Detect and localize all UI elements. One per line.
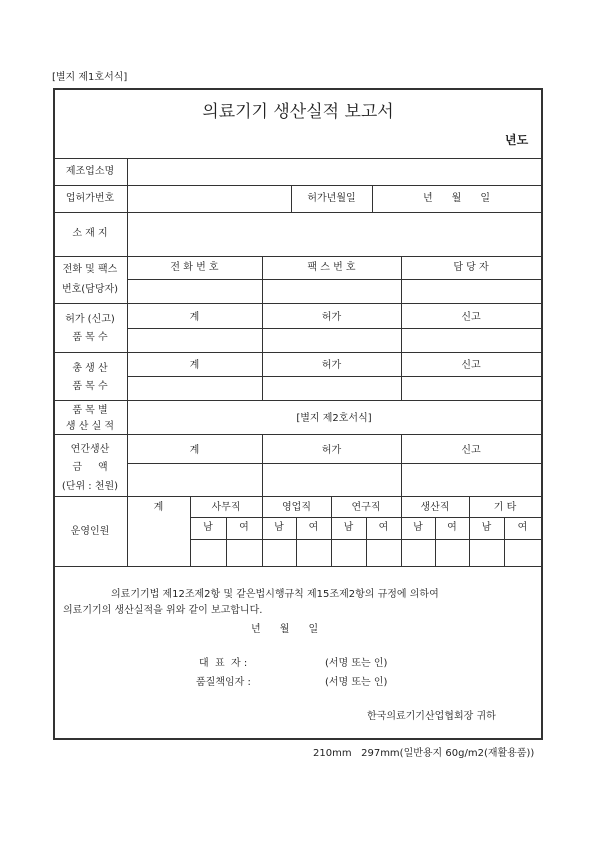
staff-label: 운영인원 bbox=[70, 526, 110, 537]
representative-signature[interactable]: (서명 또는 인) bbox=[325, 658, 388, 669]
quality-manager-signature[interactable]: (서명 또는 인) bbox=[325, 677, 388, 688]
declaration-date[interactable]: 년 월 일 bbox=[251, 624, 319, 635]
gender-male: 남 bbox=[413, 522, 423, 533]
license-no-field[interactable] bbox=[129, 187, 289, 211]
staff-total-header: 계 bbox=[153, 502, 164, 513]
address-field[interactable] bbox=[129, 214, 540, 254]
staff-other-header: 기 타 bbox=[493, 502, 517, 513]
gender-female: 여 bbox=[378, 522, 389, 533]
amount-label-3: (단위 : 천원) bbox=[61, 481, 119, 492]
permit-approved-header: 허가 bbox=[321, 312, 342, 323]
addressee: 한국의료기기산업협회장 귀하 bbox=[367, 711, 496, 722]
contact-label-2: 번호(담당자) bbox=[61, 284, 119, 295]
amount-approved-header: 허가 bbox=[321, 445, 342, 456]
staff-sales-header: 영업직 bbox=[282, 502, 311, 513]
representative-label: 대 표 자 : bbox=[199, 658, 248, 669]
gender-female: 여 bbox=[517, 522, 528, 533]
amount-reported-header: 신고 bbox=[461, 445, 481, 456]
license-no-label: 업허가번호 bbox=[65, 193, 115, 204]
gender-female: 여 bbox=[308, 522, 319, 533]
staff-office-header: 사무직 bbox=[211, 502, 241, 513]
declaration-line-1: 의료기기법 제12조제2항 및 같은법시행규칙 제15조제2항의 규정에 의하여 bbox=[111, 589, 439, 600]
item-label-2: 생 산 실 적 bbox=[65, 421, 115, 432]
license-date-field[interactable]: 년 월 일 bbox=[422, 193, 491, 204]
amount-total-header: 계 bbox=[189, 445, 200, 456]
company-name-label: 제조업소명 bbox=[65, 166, 115, 177]
total-label-2: 품 목 수 bbox=[72, 381, 108, 392]
frame-bottom bbox=[53, 738, 543, 740]
gender-male: 남 bbox=[343, 522, 354, 533]
license-date-label: 허가년월일 bbox=[307, 193, 356, 204]
paper-spec: 210mm 297mm(일반용지 60g/m2(재활용품)) bbox=[313, 748, 535, 759]
item-label-1: 품 목 별 bbox=[72, 405, 108, 416]
permit-label-1: 허가 (신고) bbox=[65, 314, 115, 325]
item-reference: [별지 제2호서식] bbox=[296, 413, 372, 424]
gender-male: 남 bbox=[481, 522, 492, 533]
fax-header: 팩 스 번 호 bbox=[307, 262, 356, 273]
contact-label-1: 전화 및 팩스 bbox=[62, 264, 118, 275]
total-approved-header: 허가 bbox=[321, 360, 342, 371]
form-label: [별지 제1호서식] bbox=[52, 72, 128, 83]
page-title: 의료기기 생산실적 보고서 bbox=[202, 102, 394, 122]
manager-header: 담 당 자 bbox=[453, 262, 489, 273]
year-label: 년도 bbox=[505, 133, 529, 147]
quality-manager-label: 품질책임자 : bbox=[196, 677, 251, 688]
permit-reported-header: 신고 bbox=[461, 312, 481, 323]
company-name-field[interactable] bbox=[129, 160, 540, 184]
permit-label-2: 품 목 수 bbox=[72, 332, 108, 343]
gender-female: 여 bbox=[239, 522, 249, 533]
staff-research-header: 연구직 bbox=[351, 502, 381, 513]
phone-header: 전 화 번 호 bbox=[170, 262, 219, 273]
declaration-line-2: 의료기기의 생산실적을 위와 같이 보고합니다. bbox=[63, 605, 263, 616]
amount-label-1: 연간생산 bbox=[70, 444, 110, 455]
amount-label-2: 금 액 bbox=[72, 462, 108, 473]
gender-male: 남 bbox=[203, 522, 213, 533]
total-label-1: 총 생 산 bbox=[72, 363, 108, 374]
gender-male: 남 bbox=[274, 522, 284, 533]
gender-female: 여 bbox=[447, 522, 457, 533]
total-reported-header: 신고 bbox=[461, 360, 481, 371]
staff-production-header: 생산직 bbox=[420, 502, 450, 513]
frame-top bbox=[53, 88, 543, 90]
total-total-header: 계 bbox=[189, 360, 200, 371]
address-label: 소 재 지 bbox=[72, 228, 108, 239]
permit-total-header: 계 bbox=[189, 312, 200, 323]
